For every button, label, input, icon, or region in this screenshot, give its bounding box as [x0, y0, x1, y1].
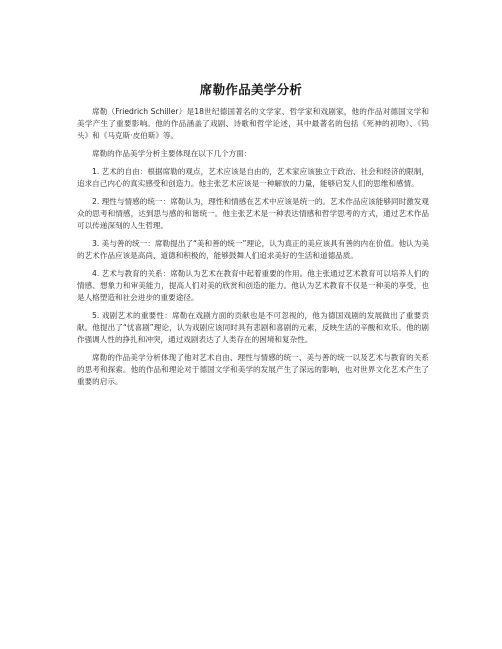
paragraph-conclusion: 席勒的作品美学分析体现了他对艺术自由、理性与情感的统一、美与善的统一以及艺术与教育的关系的思考和探索。他的作品和理论对于德国文学和美学的发展产生了深远的影响，也对世界文化艺术产生了重要的启示。: [77, 353, 429, 386]
paragraph-point-3: 3. 美与善的统一：席勒提出了“美和善的统一”理论，认为真正的美应该具有善的内在价值。他认为美的艺术作品应该是高尚、道德和积极的，能够鼓舞人们追求美好的生活和道德品质。: [77, 239, 429, 260]
paragraph-point-1: 1. 艺术的自由：根据席勒的观点，艺术应该是自由的，艺术家应该独立于政治、社会和经济的限制，追求自己内心的真实感受和创造力。他主张艺术应该是一种解放的力量，能够启发人们的思维和感情。: [77, 167, 429, 188]
paragraph-overview: 席勒的作品美学分析主要体现在以下几个方面：: [92, 149, 252, 158]
document-body: [77, 106, 429, 394]
document-title: 席勒作品美学分析: [199, 82, 303, 97]
paragraph-point-5: 5. 戏剧艺术的重要性：席勒在戏剧方面的贡献也是不可忽视的，他为德国戏剧的发展做出了重要贡献。他提出了“忧喜剧”理论，认为戏剧应该同时具有悲剧和喜剧的元素，反映生活的辛酸和欢乐。他的剧作强调人性的挣扎和冲突，通过戏剧表达了人类存在的困境和复杂性。: [77, 311, 429, 344]
paragraph-point-4: 4. 艺术与教育的关系：席勒认为艺术在教育中起着重要的作用。他主张通过艺术教育可以培养人们的情感、想象力和审美能力，提高人们对美的欣赏和创造的能力。他认为艺术教育不仅是一种美的享受，也是人格塑造和社会进步的重要途径。: [77, 269, 429, 302]
paragraph-point-2: 2. 理性与情感的统一：席勒认为，理性和情感在艺术中应该是统一的。艺术作品应该能够同时激发观众的思考和情感，达到思与感的和谐统一。他主张艺术是一种表达情感和哲学思考的方式，通过艺术作品可以传递深刻的人生哲理。: [77, 197, 429, 230]
paragraph-intro: 席勒（Friedrich Schiller）是18世纪德国著名的文学家、哲学家和戏剧家，他的作品对德国文学和美学产生了重要影响。他的作品涵盖了戏剧、诗歌和哲学论述，其中最著名的包括《死神的初吻》、《钨头》和《马克斯·皮伯斯》等。: [77, 107, 429, 140]
